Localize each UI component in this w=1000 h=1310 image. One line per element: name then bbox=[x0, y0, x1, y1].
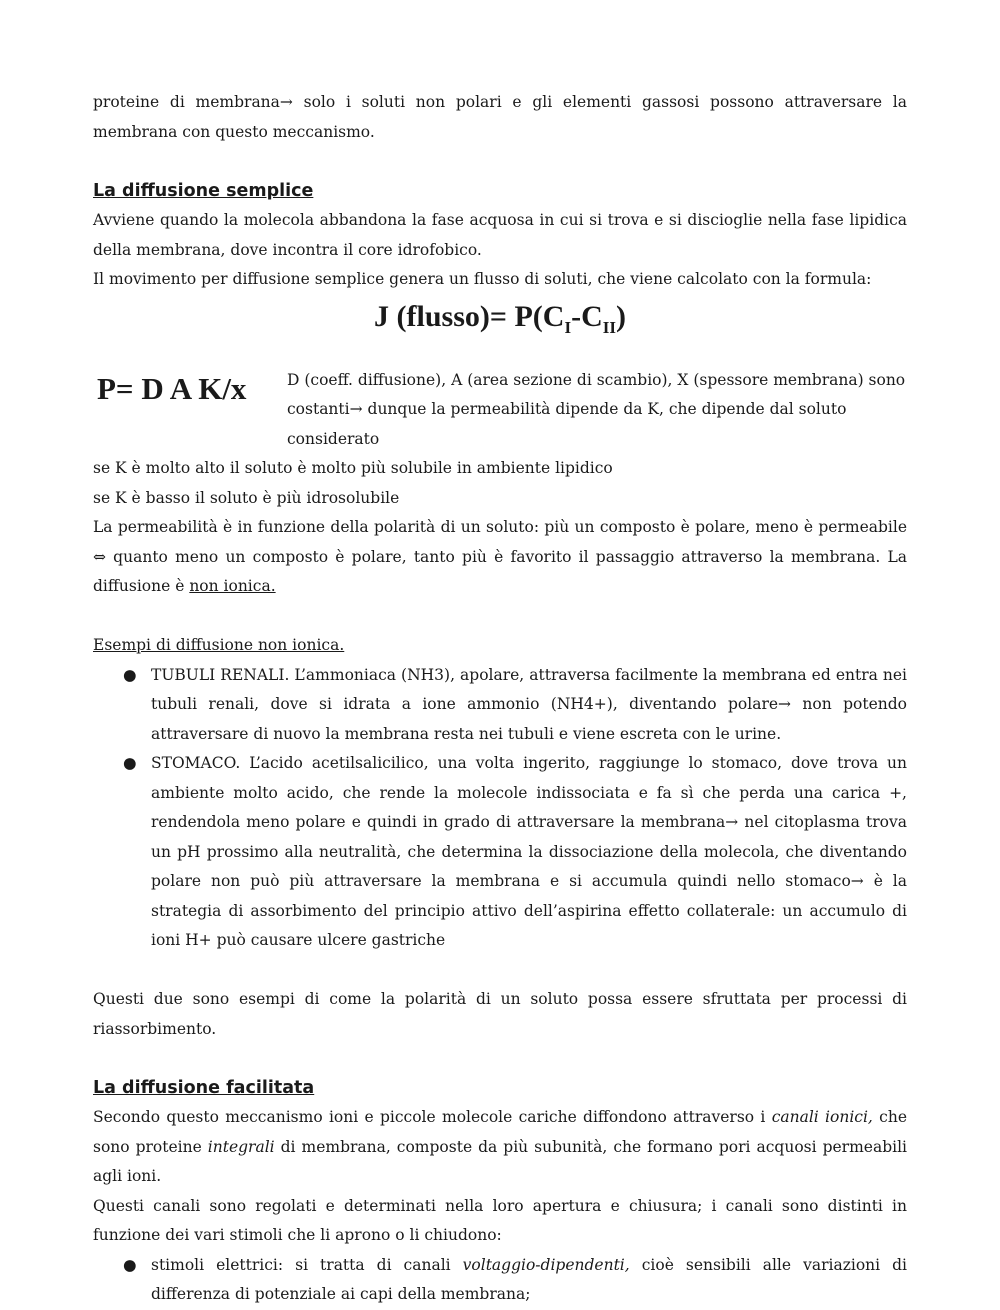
list-item: ● TUBULI RENALI. L’ammoniaca (NH3), apolare, attraversa facilmente la membrana ed entra nei tubuli renali, dove si idrata a ione ammonio (NH4+), diventando polare→ non potendo attraversare di nuovo la membrana resta nei tubuli e viene escreta con le urine. bbox=[93, 661, 907, 750]
line-k-high: se K è molto alto il soluto è molto più solubile in ambiente lipidico bbox=[93, 459, 613, 477]
examples-title: Esempi di diffusione non ionica. bbox=[93, 636, 345, 654]
bullet-icon: ● bbox=[123, 665, 137, 684]
non-ionica-underlined: non ionica. bbox=[189, 577, 276, 595]
formula-flusso: J (flusso)= $P(C_I-C_{II})$ bbox=[374, 299, 626, 337]
line-k-low: se K è basso il soluto è più idrosolubile bbox=[93, 488, 400, 507]
paragraph-permeabilita: La permeabilità è in funzione della polarità di un soluto: più un composto è polare, meno è permeabile ⇔ quanto meno un composto è polare, tanto più è favorito il passaggio attraverso la membrana. La diffusione è non ionica. bbox=[93, 518, 907, 595]
list-item: ● stimoli elettrici: si tratta di canali voltaggio-dipendenti, cioè sensibili alle variazioni di differenza di potenziale ai capi della membrana; bbox=[93, 1251, 907, 1310]
bullet-icon: ● bbox=[123, 754, 137, 772]
intro-paragraph: proteine di membrana→ solo i soluti non polari e gli elementi gassosi possono attraversare la membrana con questo meccanismo. bbox=[93, 93, 907, 141]
stimuli-list bbox=[93, 1251, 907, 1310]
paragraph-semplice-1: Avviene quando la molecola abbandona la fase acquosa in cui si trova e si discioglie nella fase lipidica della membrana, dove incontra il core idrofobico. bbox=[93, 211, 907, 259]
paragraph-semplice-2: Il movimento per diffusione semplice genera un flusso di soluti, che viene calcolato con la formula: bbox=[93, 270, 872, 288]
formula-permeabilita-description: D (coeff. diffusione), A (area sezione di scambio), X (spessore membrana) sono costanti→ dunque la permeabilità dipende da K, che dipende dal soluto considerato bbox=[287, 370, 906, 448]
formula-permeabilita: P= D A K/x bbox=[97, 370, 247, 406]
list-item: ● STOMACO. L’acido acetilsalicilico, una volta ingerito, raggiunge lo stomaco, dove trova un ambiente molto acido, che rende la molecole indissociata e fa sì che perda una carica +, rendendola meno polare e quindi in grado di attraversare la membrana→ nel citoplasma trova un pH prossimo alla neutralità, che determina la dissociazione della molecola, che diventando polare non può più attraversare la membrana e si accumula quindi nello stomaco→ è la strategia di assorbimento del principio attivo dell’aspirina effetto collaterale: un accumulo di ioni H+ può causare ulcere gastriche bbox=[93, 749, 907, 956]
paragraph-facilitata-2: Questi canali sono regolati e determinati nella loro apertura e chiusura; i canali sono distinti in funzione dei vari stimoli che li aprono o li chiudono: bbox=[93, 1196, 907, 1244]
bullet-icon: ● bbox=[123, 1255, 137, 1274]
paragraph-facilitata-1: Secondo questo meccanismo ioni e piccole molecole cariche diffondono attraverso i canali ionici, che sono proteine integrali di membrana, composte da più subunità, che formano pori acquosi permeabili agli ioni. bbox=[93, 1108, 908, 1185]
formula-permeabilita-row bbox=[93, 366, 907, 455]
heading-diffusione-semplice: La diffusione semplice bbox=[93, 180, 314, 201]
document-page bbox=[93, 88, 907, 1310]
heading-diffusione-facilitata: La diffusione facilitata bbox=[93, 1077, 315, 1098]
examples-summary: Questi due sono esempi di come la polarità di un soluto possa essere sfruttata per processi di riassorbimento. bbox=[93, 990, 907, 1038]
examples-list bbox=[93, 661, 907, 956]
